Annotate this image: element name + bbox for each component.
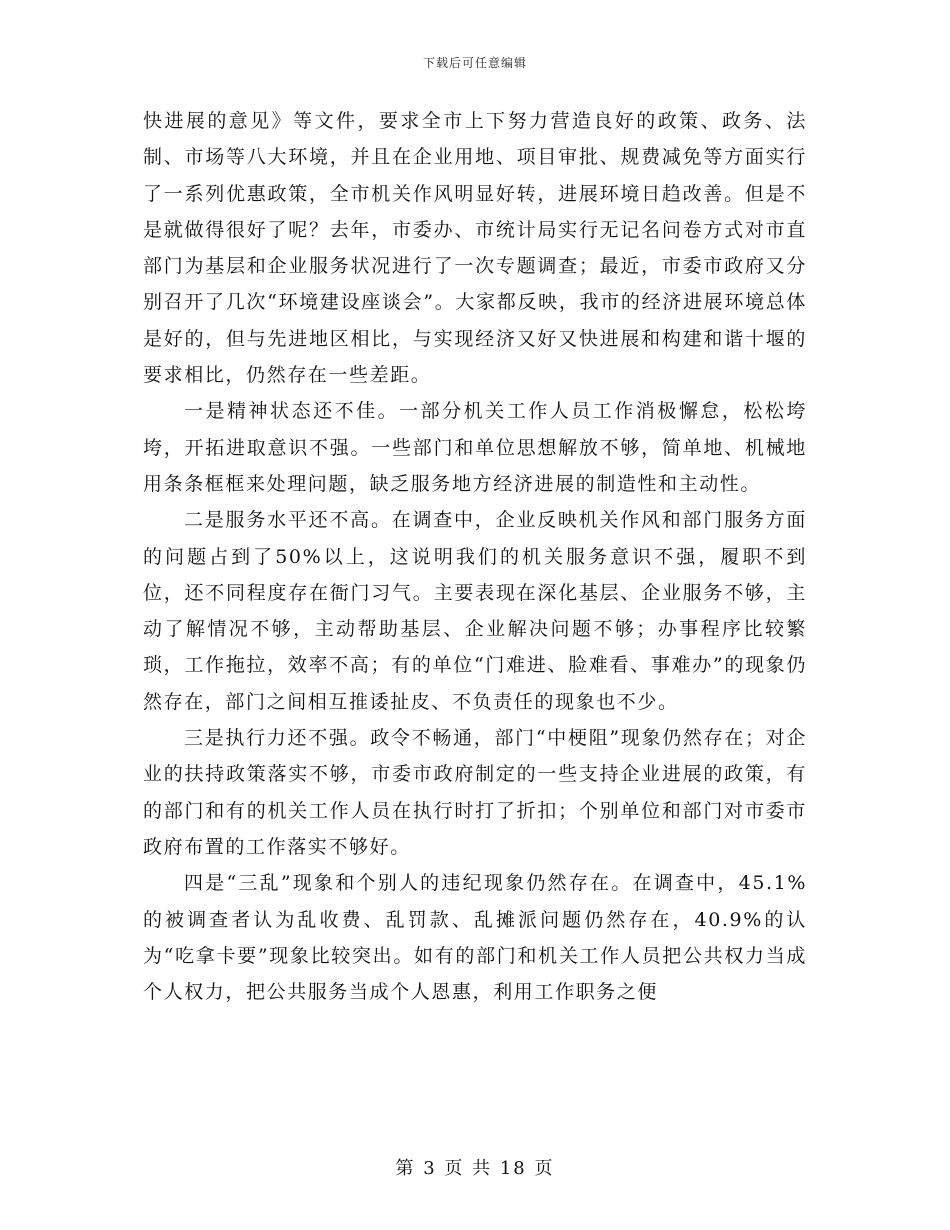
paragraph-point-4: 四是“三乱”现象和个别人的违纪现象仍然存在。在调查中，45.1%的被调查者认为乱收费、乱罚款、乱摊派问题仍然存在，40.9%的认为“吃拿卡要”现象比较突出。如有的部门和机关工作人员把公共权力当成个人权力，把公共服务当成个人恩惠，利用工作职务之便 — [143, 872, 807, 1004]
page-number-footer: 第 3 页 共 18 页 — [395, 1158, 555, 1179]
page-header: 下载后可任意编辑 — [422, 56, 527, 70]
document-body — [143, 103, 807, 1010]
paragraph-point-1: 一是精神状态还不佳。一部分机关工作人员工作消极懈怠，松松垮垮，开拓进取意识不强。一些部门和单位思想解放不够，简单地、机械地用条条框框来处理问题，缺乏服务地方经济进展的制造性和主动性。 — [143, 400, 807, 495]
paragraph-intro: 快进展的意见》等文件，要求全市上下努力营造良好的政策、政务、法制、市场等八大环境，并且在企业用地、项目审批、规费减免等方面实行了一系列优惠政策，全市机关作风明显好转，进展环境日趋改善。但是不是就做得很好了呢？去年，市委办、市统计局实行无记名问卷方式对市直部门为基层和企业服务状况进行了一次专题调查；最近，市委市政府又分别召开了几次“环境建设座谈会”。大家都反映，我市的经济进展环境总体是好的，但与先进地区相比，与实现经济又好又快进展和构建和谐十堰的要求相比，仍然存在一些差距。 — [143, 110, 807, 387]
paragraph-point-2: 二是服务水平还不高。在调查中，企业反映机关作风和部门服务方面的问题占到了50%以上，这说明我们的机关服务意识不强，履职不到位，还不同程度存在衙门习气。主要表现在深化基层、企业服务不够，主动了解情况不够，主动帮助基层、企业解决问题不够；办事程序比较繁琐，工作拖拉，效率不高；有的单位“门难进、脸难看、事难办”的现象仍然存在，部门之间相互推诿扯皮、不负责任的现象也不少。 — [143, 509, 807, 713]
paragraph-point-3: 三是执行力还不强。政令不畅通，部门“中梗阻”现象仍然存在；对企业的扶持政策落实不够，市委市政府制定的一些支持企业进展的政策，有的部门和有的机关工作人员在执行时打了折扣；个别单位和部门对市委市政府布置的工作落实不够好。 — [143, 727, 807, 858]
